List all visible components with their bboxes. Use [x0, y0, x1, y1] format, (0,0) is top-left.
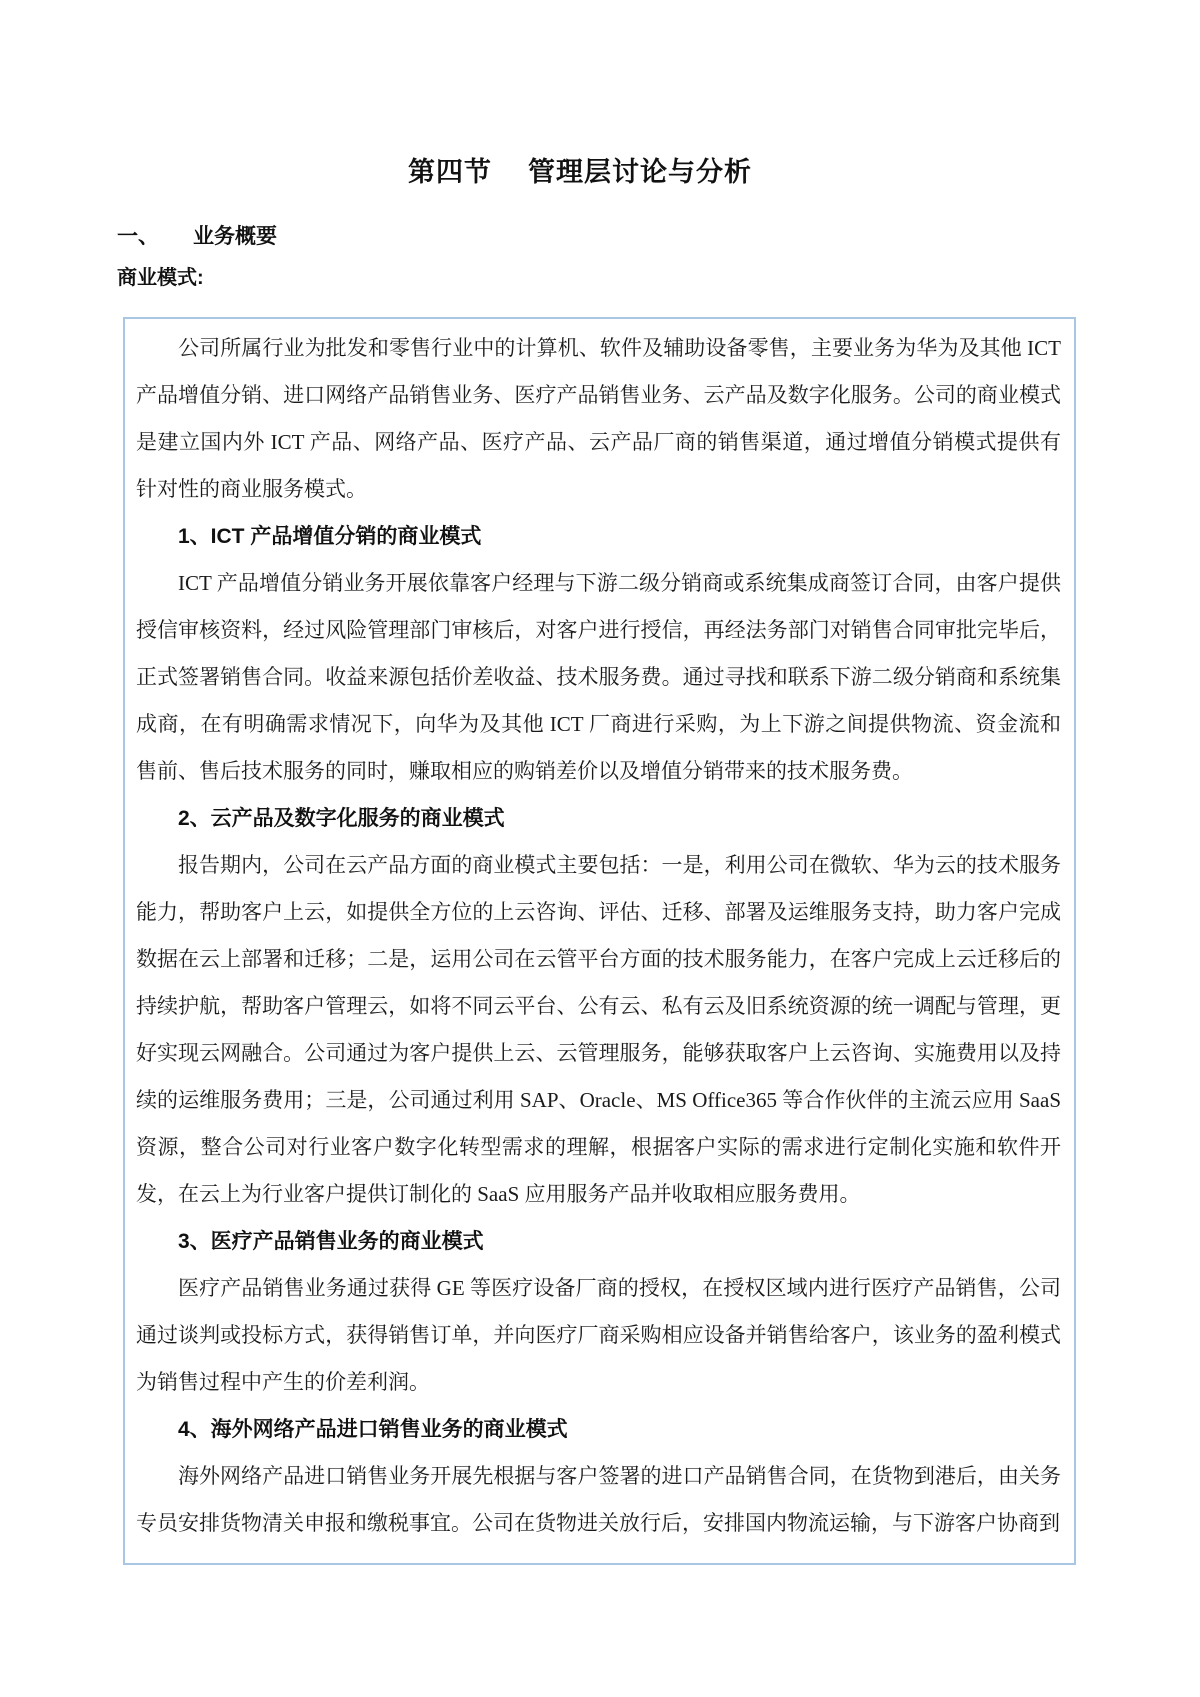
body-paragraph: ICT 产品增值分销业务开展依靠客户经理与下游二级分销商或系统集成商签订合同，由客户提供授信审核资料，经过风险管理部门审核后，对客户进行授信，再经法务部门对销售合同审批完毕后，正式签署销售合同。收益来源包括价差收益、技术服务费。通过寻找和联系下游二级分销商和系统集成商，在有明确需求情况下，向华为及其他 ICT 厂商进行采购，为上下游之间提供物流、资金流和售前、售后技术服务的同时，赚取相应的购销差价以及增值分销带来的技术服务费。	[136, 571, 1061, 783]
sub-section-heading: 3、医疗产品销售业务的商业模式	[178, 1230, 484, 1253]
section-title: 业务概要	[193, 225, 277, 248]
sub-section-heading: 2、云产品及数字化服务的商业模式	[178, 807, 505, 830]
sub-section-heading: 1、ICT 产品增值分销的商业模式	[178, 525, 482, 548]
body-paragraph: 海外网络产品进口销售业务开展先根据与客户签署的进口产品销售合同，在货物到港后，由关务专员安排货物清关申报和缴税事宜。公司在货物进关放行后，安排国内物流运输，与下游客户协商到	[136, 1464, 1061, 1535]
business-model-label: 商业模式:	[117, 267, 204, 289]
section-heading	[117, 220, 277, 250]
section-number: 一、	[117, 225, 159, 248]
sub-section-heading: 4、海外网络产品进口销售业务的商业模式	[178, 1418, 568, 1441]
body-paragraph: 报告期内，公司在云产品方面的商业模式主要包括：一是，利用公司在微软、华为云的技术服务能力，帮助客户上云，如提供全方位的上云咨询、评估、迁移、部署及运维服务支持，助力客户完成数据在云上部署和迁移；二是，运用公司在云管平台方面的技术服务能力，在客户完成上云迁移后的持续护航，帮助客户管理云，如将不同云平台、公有云、私有云及旧系统资源的统一调配与管理，更好实现云网融合。公司通过为客户提供上云、云管理服务，能够获取客户上云咨询、实施费用以及持续的运维服务费用；三是，公司通过利用 SAP、Oracle、MS Office365 等合作伙伴的主流云应用 SaaS 资源，整合公司对行业客户数字化转型需求的理解，根据客户实际的需求进行定制化实施和软件开发，在云上为行业客户提供订制化的 SaaS 应用服务产品并收取相应服务费用。	[136, 853, 1061, 1206]
page-title	[0, 150, 1160, 189]
body-paragraph: 公司所属行业为批发和零售行业中的计算机、软件及辅助设备零售，主要业务为华为及其他 ICT 产品增值分销、进口网络产品销售业务、医疗产品销售业务、云产品及数字化服务。公司的商业模式是建立国内外 ICT 产品、网络产品、医疗产品、云产品厂商的销售渠道，通过增值分销模式提供有针对性的商业服务模式。	[136, 336, 1061, 501]
page-title-text: 管理层讨论与分析	[528, 157, 752, 187]
business-model-box	[123, 317, 1076, 1565]
body-paragraph: 医疗产品销售业务通过获得 GE 等医疗设备厂商的授权，在授权区域内进行医疗产品销售，公司通过谈判或投标方式，获得销售订单，并向医疗厂商采购相应设备并销售给客户，该业务的盈利模式为销售过程中产生的价差利润。	[136, 1276, 1061, 1394]
page-title-section-number: 第四节	[408, 157, 492, 187]
